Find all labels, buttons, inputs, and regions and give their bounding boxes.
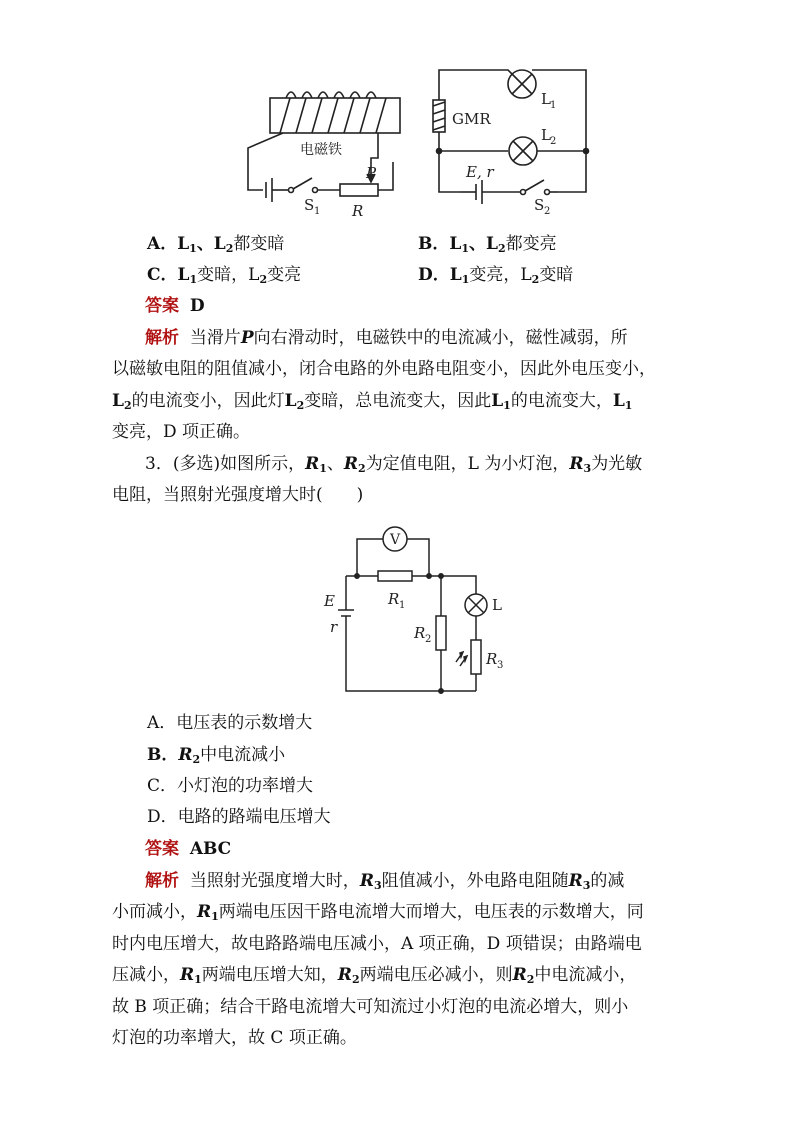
q2-answer: 答案 D	[145, 296, 205, 316]
q2-option-d: D．$L_1$变亮，$L_2$变暗	[418, 265, 574, 286]
source-e-label: E	[324, 592, 335, 610]
r1-label: R	[388, 590, 400, 608]
source-er-label: E, r	[466, 163, 494, 181]
lamp-l1-label: L	[541, 90, 551, 108]
q3-stem-line-2: 电阻，当照射光强度增大时( )	[112, 485, 364, 505]
q2-analysis-line-1: 解析 当滑片P向右滑动时，电磁铁中的电流减小，磁性减弱，所	[145, 328, 628, 348]
switch-s2-label: S	[534, 196, 545, 214]
q3-analysis-line-1: 解析 当照射光强度增大时，$R_3$阻值减小，外电路电阻随$R_3$的减	[145, 871, 625, 892]
slider-p-label: P	[366, 164, 377, 182]
q3-option-d: D．电路的路端电压增大	[147, 807, 331, 827]
r3-sub: 3	[497, 660, 504, 671]
lamp-l2-label: L	[541, 126, 551, 144]
q2-option-b: B．$L_1$、$L_2$都变亮	[418, 234, 557, 255]
q3-option-b: B．$R_2$中电流减小	[147, 745, 286, 766]
voltmeter-label: V	[390, 532, 401, 548]
r2-label: R	[414, 624, 426, 642]
resistor-r-label: R	[352, 202, 364, 220]
q3-analysis-line-6: 灯泡的功率增大，故 C 项正确。	[112, 1028, 357, 1048]
q3-analysis-line-5: 故 B 项正确；结合干路电流增大可知流过小灯泡的电流必增大，则小	[112, 997, 629, 1017]
q3-option-a: A．电压表的示数增大	[147, 713, 313, 733]
q2-analysis-line-4: 变亮，D 项正确。	[112, 422, 251, 442]
q3-stem-line-1: 3．(多选)如图所示，$R_1$、$R_2$为定值电阻，L 为小灯泡，$R_3$为光敏	[145, 454, 643, 475]
electromagnet-label: 电磁铁	[300, 142, 342, 158]
q2-analysis-line-2: 以磁敏电阻的阻值减小，闭合电路的外电路电阻变小，因此外电压变小，	[112, 359, 656, 379]
r1-sub: 1	[399, 600, 406, 611]
source-r-label: r	[330, 618, 338, 636]
q2-option-a: A．$L_1$、$L_2$都变暗	[147, 234, 285, 255]
q3-analysis-line-4: 压减小，$R_1$两端电压增大知，$R_2$两端电压必减小，则$R_2$中电流减小，	[112, 965, 637, 986]
figure-photoresistor-circuit	[316, 516, 516, 701]
lamp-l2-sub: 2	[550, 136, 557, 147]
lamp-l1-sub: 1	[550, 100, 557, 111]
switch-s2-sub: 2	[544, 206, 551, 217]
q2-option-c: C．$L_1$变暗，$L_2$变亮	[147, 265, 302, 286]
switch-s1-sub: 1	[314, 206, 321, 217]
q2-analysis-line-3: $L_2$的电流变小，因此灯$L_2$变暗，总电流变大，因此$L_1$的电流变大，$L_1$	[112, 391, 633, 412]
figure-electromagnet-gmr-circuit	[228, 58, 608, 223]
q3-option-c: C．小灯泡的功率增大	[147, 776, 314, 796]
q3-answer: 答案 ABC	[145, 839, 232, 859]
q3-analysis-line-3: 时内电压增大，故电路路端电压减小，A 项正确，D 项错误；由路端电	[112, 934, 642, 954]
q3-analysis-line-2: 小而减小，$R_1$两端电压因干路电流增大而增大，电压表的示数增大，同	[112, 902, 644, 923]
r3-label: R	[486, 650, 498, 668]
gmr-label: GMR	[452, 110, 491, 128]
switch-s1-label: S	[304, 196, 315, 214]
r2-sub: 2	[425, 634, 432, 645]
lamp-l-label: L	[492, 596, 502, 614]
